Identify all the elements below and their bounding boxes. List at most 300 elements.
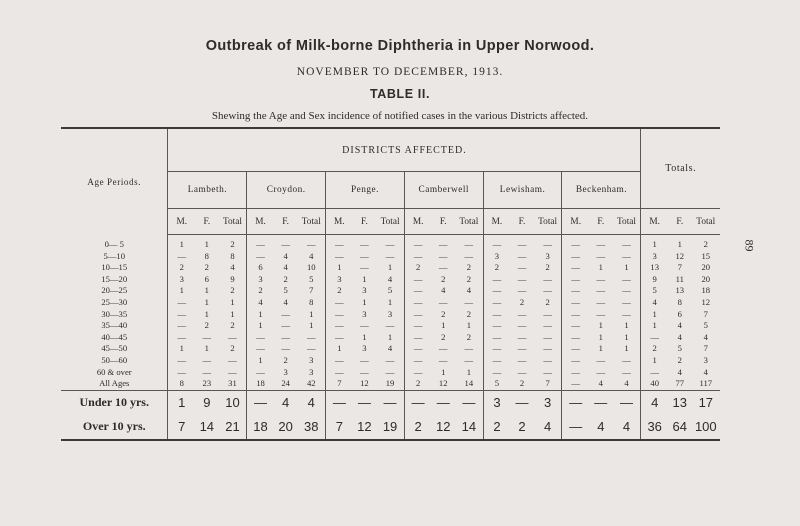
table-cell: 6: [247, 262, 274, 274]
table-cell: —: [510, 390, 534, 415]
table-cell: 2: [466, 308, 471, 319]
table-cell: —: [641, 332, 668, 344]
table-cell: 19: [385, 378, 395, 389]
table-cell: —: [168, 332, 195, 344]
table-cell: 13: [675, 285, 685, 296]
table-heading: TABLE II.: [369, 87, 431, 101]
table-cell: 21: [219, 415, 247, 440]
table-cell: 7: [326, 415, 353, 440]
table-cell: —: [596, 354, 606, 365]
row-label: 25—30: [101, 296, 128, 307]
table-cell: —: [353, 390, 377, 415]
table-cell: —: [562, 274, 589, 286]
table-cell: 2: [404, 415, 431, 440]
table-cell: 3: [545, 250, 550, 261]
table-cell: 6: [204, 273, 209, 284]
table-cell: 1: [641, 355, 668, 367]
table-cell: —: [202, 354, 212, 365]
column-header-m: M.: [247, 209, 274, 235]
table-cell: 4: [274, 390, 298, 415]
table-cell: —: [622, 239, 631, 249]
table-cell: 1: [247, 309, 274, 321]
table-cell: 3: [362, 343, 367, 354]
district-header-camberwell: Camberwell: [404, 172, 483, 209]
table-cell: 7: [703, 343, 708, 354]
table-cell: 1: [309, 320, 314, 331]
table-cell: 1: [362, 296, 367, 307]
table-cell: —: [483, 367, 510, 379]
table-cell: 4: [466, 285, 471, 296]
table-cell: —: [404, 332, 431, 344]
table-cell: 12: [360, 378, 369, 389]
table-cell: 4: [641, 390, 668, 415]
table-cell: —: [543, 354, 552, 365]
table-row: [61, 285, 720, 297]
table-cell: —: [438, 354, 448, 365]
table-cell: —: [360, 320, 369, 331]
table-caption: Shewing the Age and Sex incidence of notified cases in the various Districts affected.: [211, 110, 589, 122]
table-cell: 4: [589, 415, 613, 440]
table-cell: —: [464, 250, 474, 261]
table-cell: 1: [387, 262, 393, 273]
table-cell: —: [483, 343, 510, 355]
table-cell: —: [438, 262, 448, 273]
table-cell: 2: [283, 354, 288, 365]
table-cell: 1: [326, 262, 353, 274]
table-cell: 1: [641, 235, 668, 251]
table-cell: 4: [297, 390, 325, 415]
table-cell: 4: [703, 366, 708, 377]
table-cell: —: [385, 354, 395, 365]
table-cell: 2: [230, 285, 235, 296]
table-cell: 10: [219, 390, 247, 415]
table-cell: 19: [376, 415, 404, 440]
table-cell: 1: [641, 309, 668, 321]
summary-row: [61, 390, 720, 415]
table-cell: —: [306, 239, 316, 249]
row-label: Over 10 yrs.: [61, 415, 168, 440]
table-cell: 4: [247, 297, 274, 309]
table-cell: —: [455, 390, 483, 415]
table-cell: 12: [431, 415, 455, 440]
table-cell: —: [168, 355, 195, 367]
table-cell: —: [168, 251, 195, 263]
table-cell: —: [622, 354, 631, 365]
table-cell: 38: [297, 415, 325, 440]
table-cell: —: [360, 354, 369, 365]
table-cell: 100: [692, 415, 720, 440]
table-cell: 117: [699, 378, 713, 389]
column-header-total: Total: [297, 209, 325, 235]
table-cell: —: [543, 273, 552, 284]
table-cell: —: [562, 235, 589, 251]
table-cell: —: [306, 343, 316, 354]
table-cell: 5: [309, 273, 314, 284]
table-cell: 3: [483, 390, 510, 415]
table-body: [61, 235, 720, 391]
table-cell: 14: [464, 378, 474, 389]
table-cell: —: [385, 366, 395, 377]
table-cell: —: [281, 308, 290, 319]
table-row: [61, 309, 720, 321]
table-cell: —: [228, 331, 237, 342]
table-cell: 2: [404, 378, 431, 390]
table-cell: 18: [247, 415, 274, 440]
table-cell: 64: [668, 415, 692, 440]
table-cell: —: [247, 367, 274, 379]
table-cell: 4: [230, 262, 235, 273]
table-cell: —: [404, 235, 431, 251]
table-cell: —: [596, 250, 606, 261]
table-cell: —: [247, 390, 274, 415]
table-cell: —: [483, 355, 510, 367]
row-label: 35—40: [101, 320, 128, 331]
table-cell: 3: [641, 251, 668, 263]
table-cell: —: [543, 239, 552, 249]
table-cell: 1: [204, 343, 209, 354]
table-row: [61, 367, 720, 379]
table-cell: —: [543, 320, 552, 331]
table-cell: 1: [598, 320, 603, 331]
table-cell: —: [464, 239, 474, 249]
date-range-subtitle: NOVEMBER TO DECEMBER, 1913.: [296, 66, 504, 78]
table-cell: —: [596, 296, 606, 307]
table-cell: 4: [624, 378, 629, 389]
table-cell: 2: [283, 273, 288, 284]
table-cell: —: [360, 262, 369, 273]
table-cell: —: [517, 331, 527, 342]
table-cell: —: [622, 366, 631, 377]
table-cell: 1: [598, 331, 603, 342]
district-header-lambeth: Lambeth.: [168, 172, 247, 209]
table-cell: 2: [483, 415, 510, 440]
table-row: [61, 378, 720, 390]
table-row: [61, 274, 720, 286]
table-row: [61, 332, 720, 344]
row-label: All Ages: [99, 378, 130, 389]
table-cell: —: [360, 239, 369, 249]
table-cell: 2: [466, 273, 471, 284]
table-cell: 1: [624, 320, 629, 331]
table-cell: 5: [387, 285, 393, 296]
column-header-f: F.: [195, 209, 219, 235]
column-header-m: M.: [326, 209, 353, 235]
table-cell: 8: [309, 296, 314, 307]
column-header-m: M.: [641, 209, 668, 235]
age-periods-header: Age Periods.: [87, 176, 142, 187]
table-cell: 2: [519, 378, 525, 389]
table-cell: —: [562, 343, 589, 355]
table-cell: —: [326, 355, 353, 367]
row-label: 40—45: [101, 331, 128, 342]
totals-header: Totals.: [641, 128, 720, 209]
table-cell: —: [385, 239, 395, 249]
table-cell: 2: [483, 262, 510, 274]
column-header-total: Total: [692, 209, 720, 235]
table-cell: —: [517, 285, 527, 296]
table-cell: 2: [204, 262, 209, 273]
district-header-croydon: Croydon.: [247, 172, 326, 209]
table-cell: 3: [362, 308, 367, 319]
row-label: 45—50: [101, 343, 128, 354]
table-cell: 3: [168, 274, 195, 286]
table-cell: 4: [613, 415, 641, 440]
table-cell: 3: [703, 354, 708, 365]
table-cell: 40: [641, 378, 668, 390]
table-cell: —: [326, 297, 353, 309]
table-cell: 17: [692, 390, 720, 415]
table-cell: 3: [309, 366, 314, 377]
table-cell: 14: [195, 415, 219, 440]
table-cell: 4: [283, 262, 288, 273]
table-cell: —: [622, 296, 631, 307]
table-cell: —: [596, 273, 606, 284]
table-cell: —: [596, 285, 606, 296]
table-cell: —: [376, 390, 404, 415]
table-cell: —: [326, 367, 353, 379]
table-cell: 1: [362, 273, 367, 284]
table-cell: 1: [387, 296, 393, 307]
table-cell: —: [562, 367, 589, 379]
table-cell: 2: [230, 343, 235, 354]
table-cell: —: [562, 285, 589, 297]
table-cell: 4: [387, 273, 393, 284]
table-cell: —: [228, 366, 237, 377]
column-header-m: M.: [562, 209, 589, 235]
table-cell: —: [562, 262, 589, 274]
table-summary: [61, 390, 720, 440]
page-number: 89: [742, 239, 757, 252]
table-cell: 2: [641, 343, 668, 355]
table-cell: —: [168, 309, 195, 321]
table-cell: —: [281, 239, 290, 249]
table-cell: 2: [545, 262, 550, 273]
table-cell: 4: [677, 331, 682, 342]
table-cell: 18: [247, 378, 274, 390]
table-cell: 1: [168, 343, 195, 355]
table-cell: —: [562, 320, 589, 332]
table-cell: —: [404, 390, 431, 415]
table-cell: 1: [326, 343, 353, 355]
column-header-f: F.: [353, 209, 377, 235]
table-cell: —: [464, 343, 474, 354]
district-header-lewisham: Lewisham.: [483, 172, 562, 209]
table-cell: 1: [441, 366, 446, 377]
age-sex-incidence-table: [61, 127, 720, 441]
table-cell: 13: [668, 390, 692, 415]
table-cell: —: [622, 273, 631, 284]
table-cell: —: [562, 332, 589, 344]
table-cell: 4: [641, 297, 668, 309]
table-cell: —: [562, 415, 589, 440]
document-title: Outbreak of Milk-borne Diphtheria in Upper Norwood.: [205, 38, 595, 54]
table-cell: —: [281, 331, 290, 342]
table-cell: —: [202, 331, 212, 342]
row-label: 20—25: [101, 285, 128, 296]
table-cell: —: [517, 262, 527, 273]
row-label: 30—35: [101, 308, 128, 319]
table-cell: —: [483, 235, 510, 251]
table-cell: 24: [281, 378, 290, 389]
table-cell: 4: [283, 296, 288, 307]
table-cell: 4: [309, 250, 314, 261]
table-cell: 1: [204, 239, 209, 249]
table-cell: 3: [387, 308, 393, 319]
row-label: 50—60: [101, 354, 128, 365]
table-cell: 13: [641, 262, 668, 274]
table-cell: 2: [466, 331, 471, 342]
table-cell: —: [326, 320, 353, 332]
table-cell: —: [517, 250, 527, 261]
table-cell: —: [404, 251, 431, 263]
table-cell: —: [543, 308, 552, 319]
column-header-m: M.: [483, 209, 510, 235]
table-cell: 11: [675, 273, 684, 284]
table-cell: —: [306, 331, 316, 342]
table-cell: —: [228, 354, 237, 365]
table-cell: 7: [545, 378, 550, 389]
table-cell: 1: [624, 331, 629, 342]
table-cell: —: [543, 331, 552, 342]
table-cell: 1: [441, 320, 446, 331]
table-cell: 3: [326, 274, 353, 286]
column-header-m: M.: [168, 209, 195, 235]
column-header-f: F.: [668, 209, 692, 235]
table-cell: 2: [204, 320, 209, 331]
column-header-total: Total: [219, 209, 247, 235]
table-cell: —: [622, 250, 631, 261]
table-cell: 42: [306, 378, 316, 389]
table-cell: 20: [701, 262, 711, 273]
table-cell: —: [562, 390, 589, 415]
table-cell: 5: [283, 285, 288, 296]
table-cell: 1: [466, 320, 471, 331]
table-cell: 2: [230, 239, 235, 249]
table-cell: 8: [168, 378, 195, 390]
table-cell: 3: [362, 285, 367, 296]
table-cell: 1: [247, 320, 274, 332]
row-label: 60 & over: [96, 366, 132, 377]
table-cell: 5: [641, 285, 668, 297]
row-label: 15—20: [101, 273, 128, 284]
table-cell: 3: [483, 251, 510, 263]
table-cell: 10: [306, 262, 316, 273]
table-cell: —: [385, 250, 395, 261]
table-cell: —: [438, 296, 448, 307]
table-cell: 1: [230, 308, 235, 319]
table-cell: —: [247, 332, 274, 344]
table-cell: 2: [519, 296, 525, 307]
table-cell: 2: [326, 285, 353, 297]
table-cell: 4: [441, 285, 446, 296]
column-header-m: M.: [404, 209, 431, 235]
table-row: [61, 320, 720, 332]
table-cell: 2: [230, 320, 235, 331]
column-header-f: F.: [274, 209, 298, 235]
table-cell: 2: [404, 262, 431, 274]
table-cell: —: [326, 235, 353, 251]
table-cell: —: [596, 308, 606, 319]
table-cell: 1: [168, 235, 195, 251]
table-cell: 8: [204, 250, 209, 261]
column-header-f: F.: [431, 209, 455, 235]
table-cell: 77: [675, 378, 685, 389]
table-cell: 2: [168, 262, 195, 274]
table-cell: 2: [703, 239, 708, 249]
table-cell: —: [483, 297, 510, 309]
table-row: [61, 235, 720, 251]
table-cell: —: [326, 390, 353, 415]
table-cell: —: [247, 343, 274, 355]
table-cell: —: [517, 320, 527, 331]
table-row: [61, 355, 720, 367]
table-cell: 1: [247, 355, 274, 367]
table-cell: 2: [677, 354, 682, 365]
table-cell: —: [281, 343, 290, 354]
table-cell: 1: [677, 239, 682, 249]
row-label: 5—10: [103, 250, 125, 261]
table-cell: 1: [309, 308, 314, 319]
table-cell: —: [517, 239, 527, 249]
table-cell: 1: [168, 390, 195, 415]
table-cell: 6: [677, 308, 682, 319]
table-cell: —: [641, 367, 668, 379]
column-header-f: F.: [510, 209, 534, 235]
table-cell: 1: [598, 262, 603, 273]
table-cell: 1: [230, 296, 235, 307]
table-cell: —: [589, 390, 613, 415]
table-cell: —: [562, 378, 589, 390]
table-cell: —: [483, 320, 510, 332]
table-cell: —: [613, 390, 641, 415]
table-cell: —: [517, 308, 527, 319]
table-cell: 2: [545, 296, 550, 307]
table-cell: 2: [247, 285, 274, 297]
table-cell: 7: [326, 378, 353, 390]
table-cell: —: [404, 274, 431, 286]
table-cell: —: [483, 332, 510, 344]
table-cell: —: [168, 297, 195, 309]
table-cell: 12: [675, 250, 685, 261]
table-row: [61, 262, 720, 274]
table-cell: —: [596, 239, 606, 249]
table-cell: 2: [441, 331, 446, 342]
table-cell: —: [438, 343, 448, 354]
table-cell: 1: [204, 308, 209, 319]
table-cell: 12: [353, 415, 377, 440]
table-cell: —: [326, 332, 353, 344]
table-cell: —: [543, 285, 552, 296]
table-cell: 7: [168, 415, 195, 440]
table-cell: 1: [387, 331, 393, 342]
table-cell: —: [464, 354, 474, 365]
table-cell: —: [326, 251, 353, 263]
table-cell: 2: [466, 262, 471, 273]
table-cell: —: [562, 355, 589, 367]
column-header-total: Total: [613, 209, 641, 235]
table-cell: 1: [204, 296, 209, 307]
row-label: 0— 5: [104, 238, 124, 249]
table-cell: —: [543, 343, 552, 354]
table-cell: —: [404, 343, 431, 355]
table-cell: 7: [677, 262, 682, 273]
table-cell: —: [168, 367, 195, 379]
table-cell: 5: [677, 343, 682, 354]
table-cell: —: [438, 250, 448, 261]
table-cell: —: [464, 296, 474, 307]
table-cell: 1: [624, 343, 629, 354]
table-cell: 7: [309, 285, 314, 296]
